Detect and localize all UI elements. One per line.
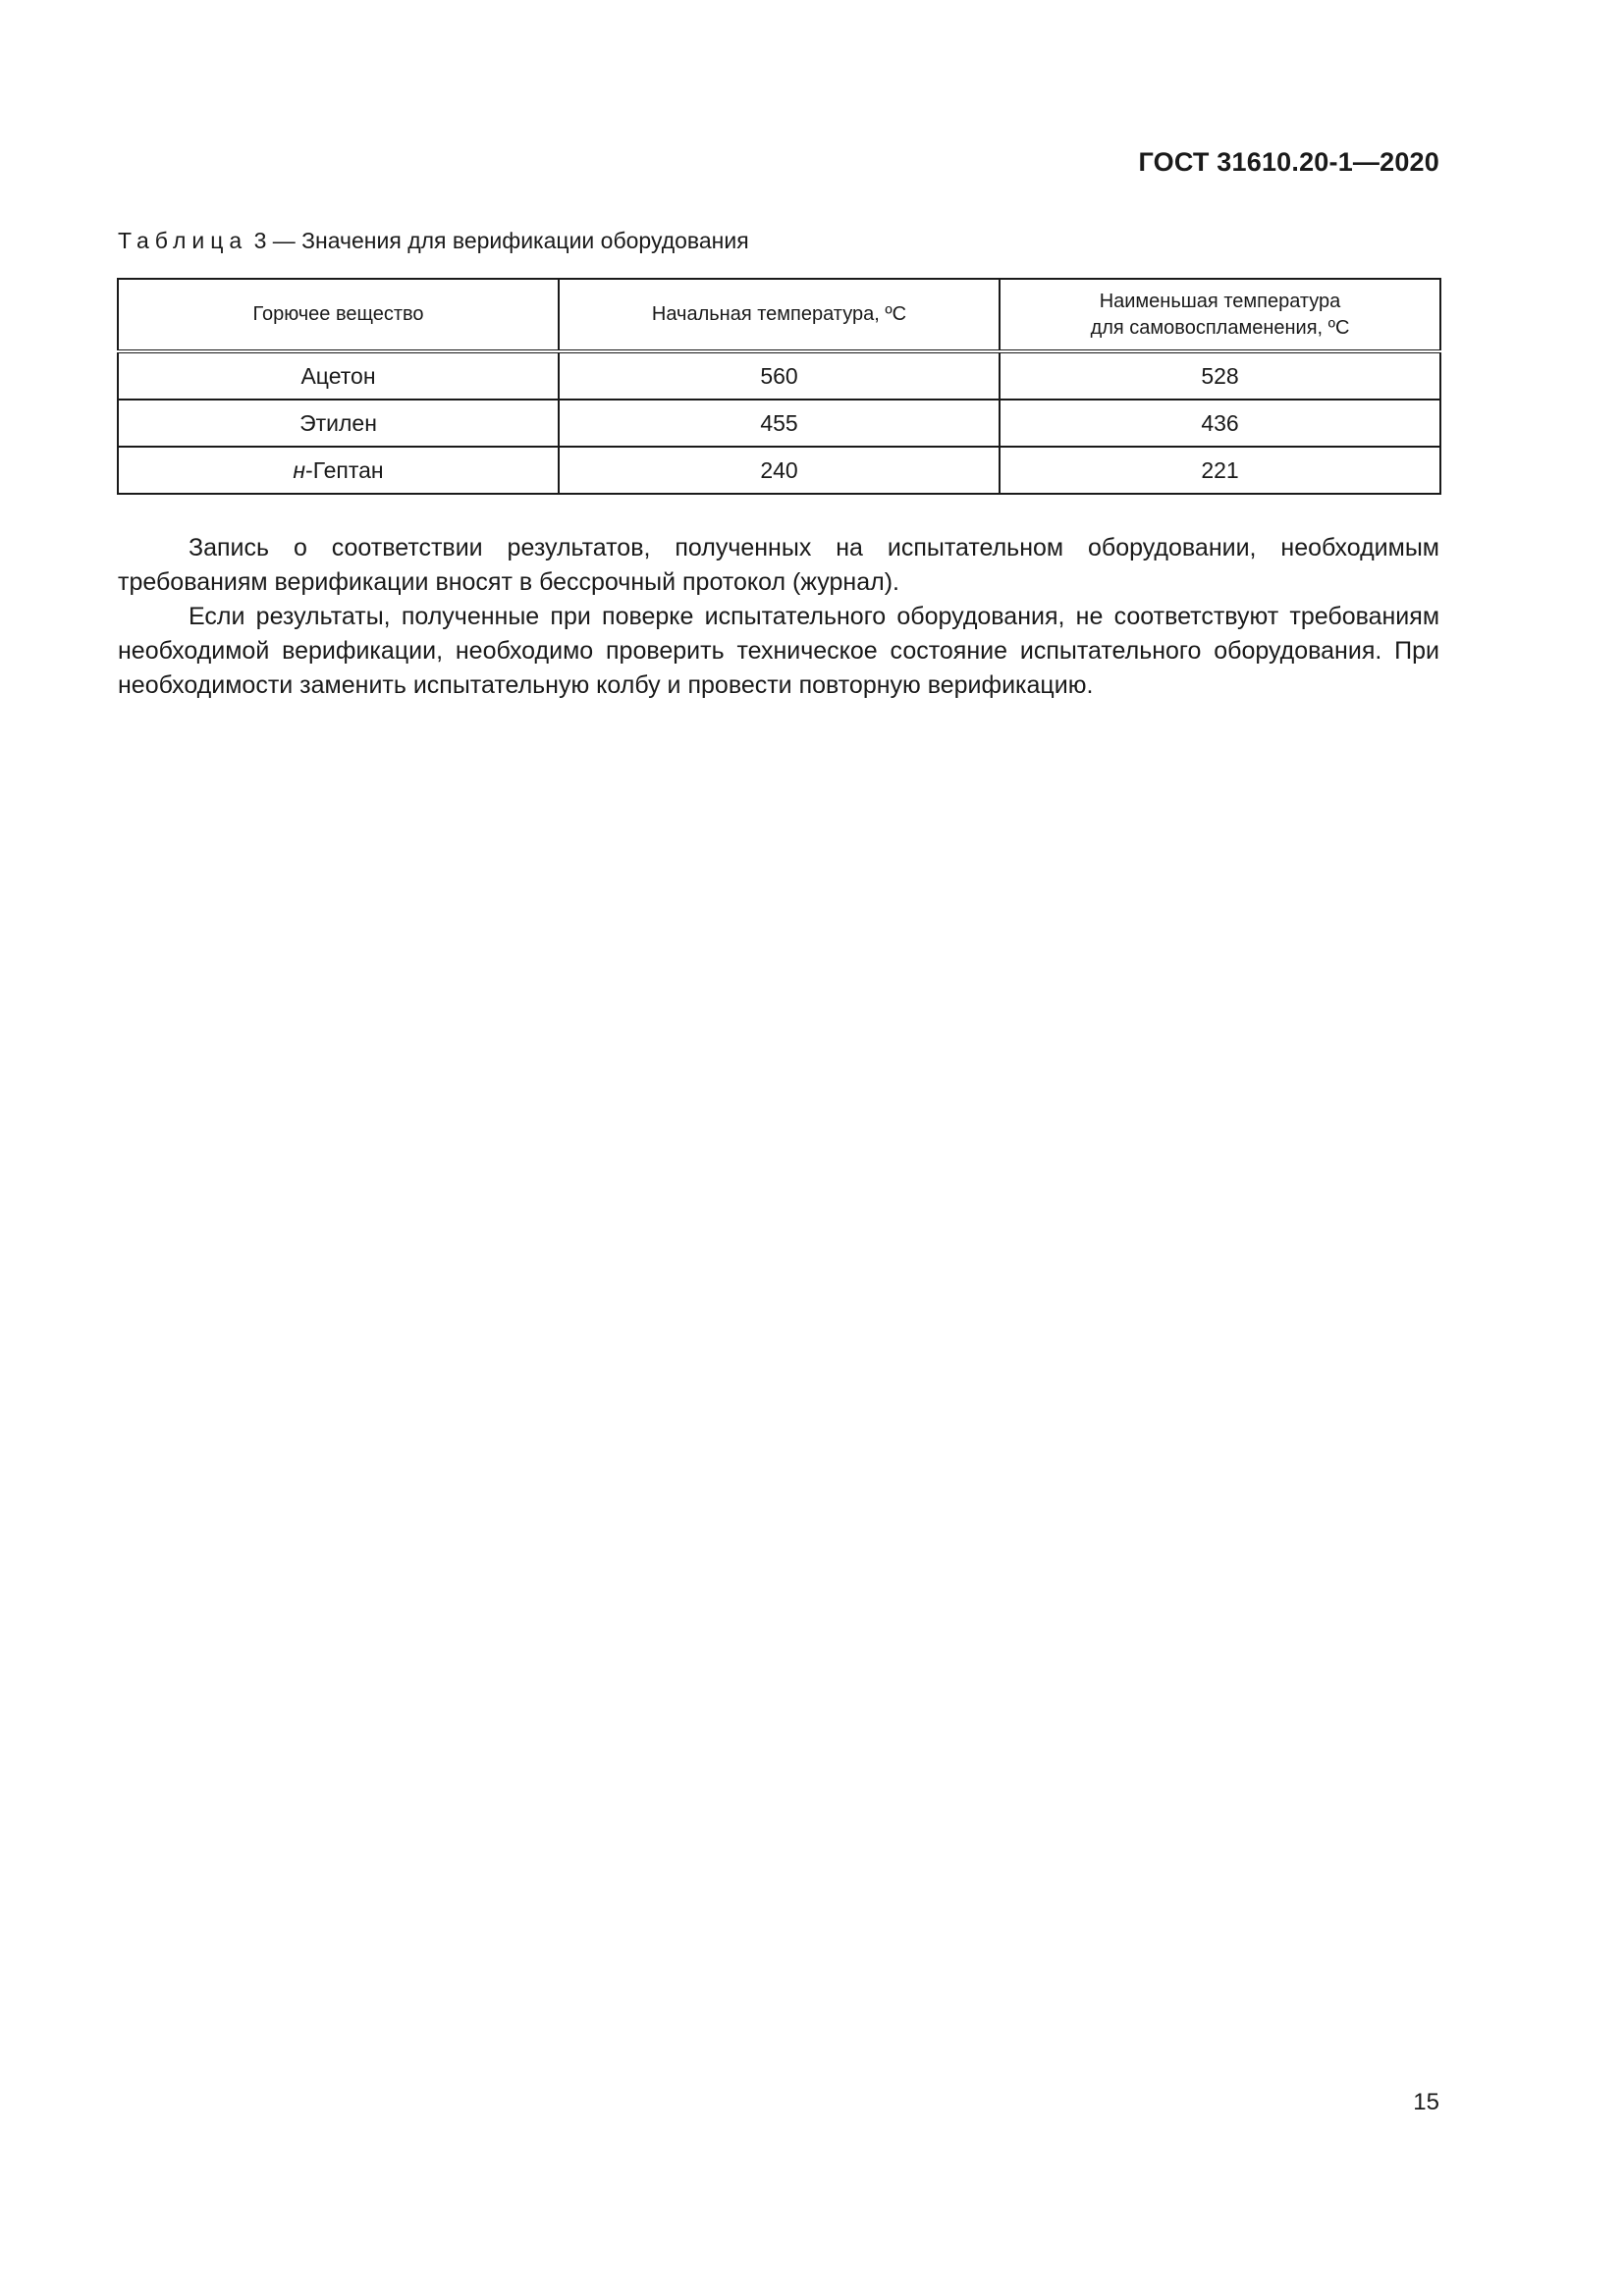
table-caption-text: 3 — Значения для верификации оборудования xyxy=(253,228,749,253)
cell-initial-temp: 240 xyxy=(559,447,1000,494)
table-caption xyxy=(118,228,749,254)
cell-min-temp: 221 xyxy=(1000,447,1440,494)
cell-min-temp: 436 xyxy=(1000,400,1440,447)
body-text xyxy=(118,531,1439,703)
cell-substance: Этилен xyxy=(118,400,559,447)
cell-initial-temp: 560 xyxy=(559,351,1000,400)
cell-substance-prefix: н xyxy=(293,456,306,483)
verification-table xyxy=(117,278,1441,495)
table-row xyxy=(118,351,1440,400)
column-header-initial-temp: Начальная температура, ºС xyxy=(559,279,1000,351)
table-caption-label: Таблица xyxy=(118,228,248,253)
column-header-min-temp-line2: для самовоспламенения, ºС xyxy=(1090,316,1350,339)
cell-initial-temp: 455 xyxy=(559,400,1000,447)
document-code: ГОСТ 31610.20-1—2020 xyxy=(1138,147,1439,177)
column-header-substance: Горючее вещество xyxy=(118,279,559,351)
page-number: 15 xyxy=(1413,2089,1439,2115)
paragraph: Запись о соответствии результатов, полученных на испытательном оборудовании, необходимым требованиям верификации вносят в бессрочный протокол (журнал). xyxy=(118,534,1439,596)
cell-min-temp: 528 xyxy=(1000,351,1440,400)
cell-substance-name: -Гептан xyxy=(305,456,384,483)
cell-substance: Ацетон xyxy=(118,351,559,400)
table-row xyxy=(118,447,1440,494)
column-header-min-temp xyxy=(1000,279,1440,351)
table-header-row xyxy=(118,279,1440,351)
table-row xyxy=(118,400,1440,447)
cell-substance xyxy=(118,447,559,494)
column-header-min-temp-line1: Наименьшая температура xyxy=(1099,290,1341,312)
paragraph: Если результаты, полученные при поверке испытательного оборудования, не соответствуют требованиям необходимой верификации, необходимо проверить техническое состояние испытательного оборудования. При необходимости заменить испытательную колбу и провести повторную верификацию. xyxy=(118,603,1439,699)
